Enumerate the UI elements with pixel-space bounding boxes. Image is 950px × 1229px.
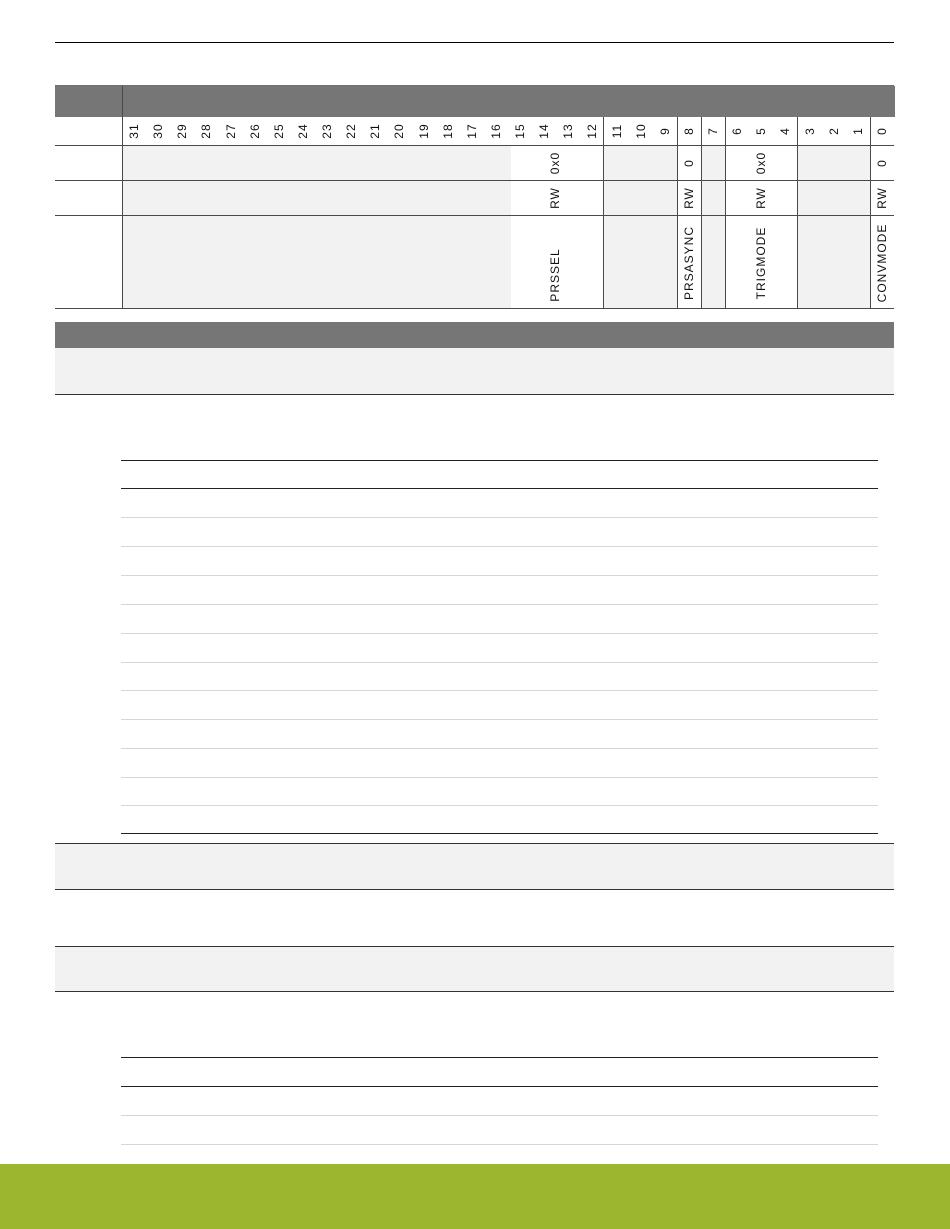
description-header-bar xyxy=(55,322,894,348)
trigmode-name: TRIGMODE xyxy=(754,226,768,300)
bit-number: 13 xyxy=(561,123,576,139)
enum-table-bottom xyxy=(121,833,878,834)
row-divider xyxy=(55,308,894,309)
prsasync-access: RW xyxy=(682,187,696,209)
prsasync-reset: 0 xyxy=(682,159,696,167)
enum-table-row xyxy=(121,517,878,518)
enum-table-row xyxy=(121,633,878,634)
reserved-cell xyxy=(122,146,511,180)
bit-number: 1 xyxy=(850,127,865,135)
field-row-shaded xyxy=(55,348,894,394)
enum-table-row xyxy=(121,805,878,806)
enum-table-top xyxy=(121,1057,878,1058)
bit-number: 23 xyxy=(320,123,335,139)
enum-table-row xyxy=(121,1144,878,1145)
bit-number: 15 xyxy=(513,123,528,139)
reserved-cell xyxy=(797,146,871,180)
trigmode-access: RW xyxy=(754,187,768,209)
reserved-cell xyxy=(122,181,511,215)
bit-number: 24 xyxy=(295,123,310,139)
bit-number: 20 xyxy=(392,123,407,139)
trigmode-reset: 0x0 xyxy=(754,151,768,175)
enum-table-header-rule xyxy=(121,1086,878,1087)
enum-table-row xyxy=(121,546,878,547)
reserved-cell xyxy=(603,146,678,180)
field-divider xyxy=(701,117,702,309)
bit-number: 28 xyxy=(199,123,214,139)
reserved-cell xyxy=(701,181,726,215)
bit-number: 11 xyxy=(609,123,624,139)
bit-number: 9 xyxy=(657,127,672,135)
register-table xyxy=(55,85,894,308)
bit-number: 29 xyxy=(175,123,190,139)
field-divider xyxy=(870,117,871,309)
footer-bar xyxy=(0,1164,950,1229)
bit-number: 31 xyxy=(127,123,142,139)
bit-number: 16 xyxy=(488,123,503,139)
enum-table-row xyxy=(121,575,878,576)
field-divider xyxy=(725,117,726,309)
bit-number: 4 xyxy=(778,127,793,135)
bit-number: 12 xyxy=(585,123,600,139)
field-row-shaded xyxy=(55,947,894,991)
bit-number: 27 xyxy=(223,123,238,139)
reserved-cell xyxy=(797,181,871,215)
enum-table-row xyxy=(121,719,878,720)
bit-number: 30 xyxy=(151,123,166,139)
reserved-cell xyxy=(701,216,726,308)
bit-number: 7 xyxy=(706,127,721,135)
reserved-cell xyxy=(701,146,726,180)
reserved-cell xyxy=(603,216,678,308)
bit-number: 21 xyxy=(368,123,383,139)
bit-number: 25 xyxy=(271,123,286,139)
bit-number: 17 xyxy=(464,123,479,139)
bit-number: 26 xyxy=(247,123,262,139)
field-divider xyxy=(603,117,604,309)
top-rule xyxy=(55,42,894,43)
bit-number: 0 xyxy=(874,127,889,135)
reserved-cell xyxy=(122,216,511,308)
bit-number: 3 xyxy=(802,127,817,135)
bit-number: 14 xyxy=(537,123,552,139)
enum-table-row xyxy=(121,777,878,778)
enum-table-row xyxy=(121,604,878,605)
bit-number: 18 xyxy=(440,123,455,139)
field-divider xyxy=(677,117,678,309)
convmode-access: RW xyxy=(875,187,889,209)
row-separator xyxy=(55,394,894,395)
bit-number: 2 xyxy=(826,127,841,135)
register-header-right xyxy=(122,86,895,117)
enum-table-header-rule xyxy=(121,488,878,489)
field-row-shaded xyxy=(55,844,894,889)
row-separator xyxy=(55,991,894,992)
prssel-name: PRSSEL xyxy=(548,248,562,302)
enum-table-row xyxy=(121,748,878,749)
reserved-cell xyxy=(797,216,871,308)
field-divider xyxy=(797,117,798,309)
register-header-left xyxy=(55,86,122,117)
bit-number: 22 xyxy=(344,123,359,139)
enum-table-row xyxy=(121,1115,878,1116)
convmode-name: CONVMODE xyxy=(875,223,889,303)
convmode-reset: 0 xyxy=(875,159,889,167)
enum-table-row xyxy=(121,662,878,663)
prssel-reset: 0x0 xyxy=(548,151,562,175)
bit-number: 6 xyxy=(730,127,745,135)
enum-table-row xyxy=(121,690,878,691)
enum-table-top xyxy=(121,460,878,461)
prsasync-name: PRSASYNC xyxy=(682,225,696,301)
reserved-cell xyxy=(603,181,678,215)
bit-number: 10 xyxy=(633,123,648,139)
row-separator xyxy=(55,889,894,890)
bit-number: 8 xyxy=(681,127,696,135)
bit-number: 5 xyxy=(754,127,769,135)
bit-number: 19 xyxy=(416,123,431,139)
prssel-access: RW xyxy=(548,187,562,209)
